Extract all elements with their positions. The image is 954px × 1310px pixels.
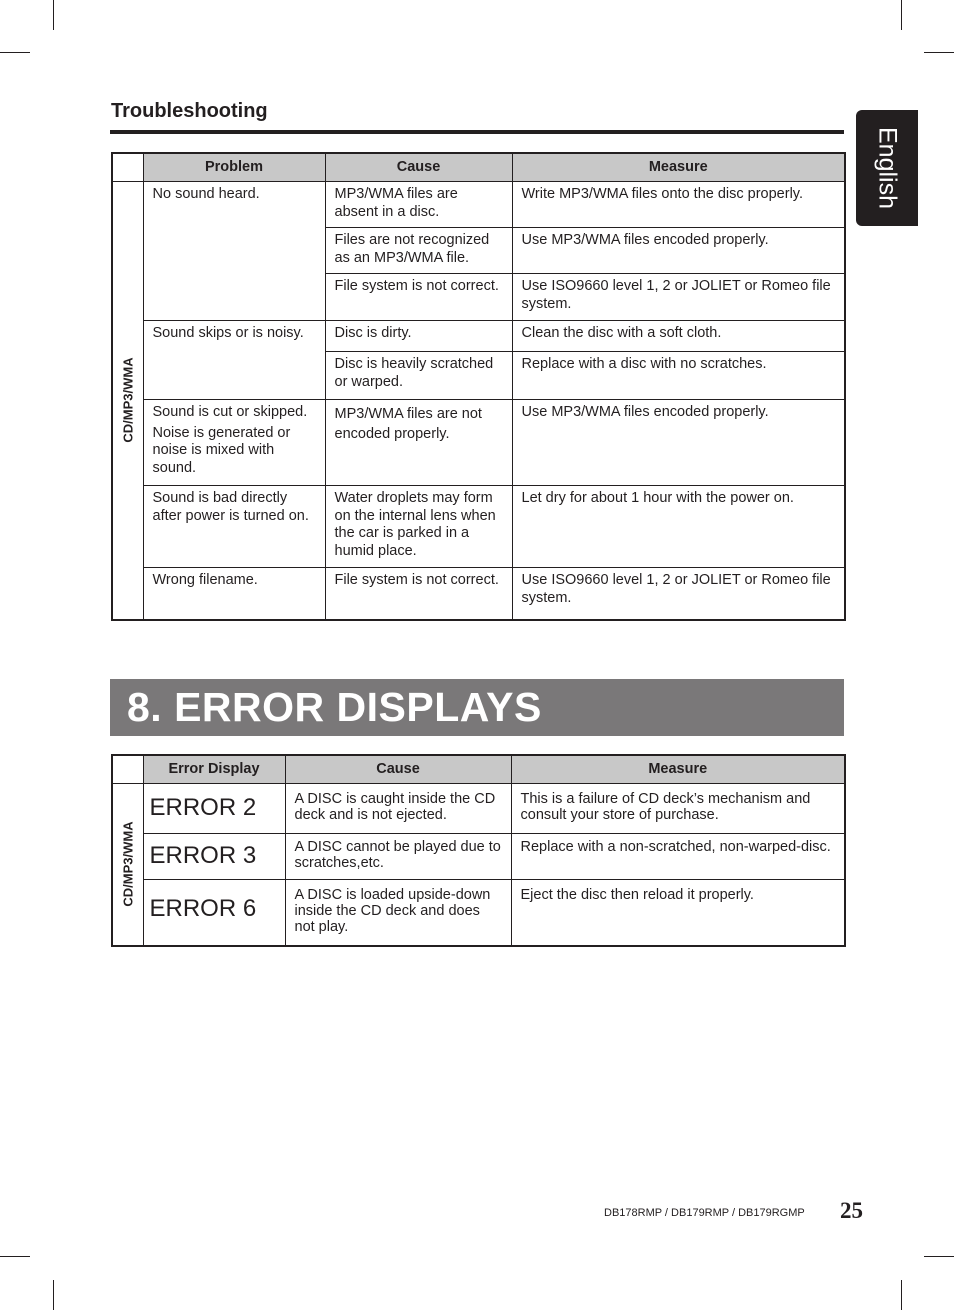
- cause-cell: MP3/WMA files are absent in a disc.: [325, 182, 512, 228]
- crop-mark: [901, 1280, 902, 1310]
- problem-cell: Sound skips or is noisy.: [143, 321, 325, 400]
- table-row: [112, 486, 845, 568]
- header-cause: Cause: [325, 153, 512, 182]
- page-number: 25: [840, 1198, 863, 1223]
- side-label: CD/MP3/WMA: [120, 821, 135, 907]
- cause-cell: Files are not recognized as an MP3/WMA file.: [325, 228, 512, 274]
- cause-cell: File system is not correct.: [325, 274, 512, 321]
- measure-cell: Use MP3/WMA files encoded properly.: [512, 228, 845, 274]
- table-row: [112, 321, 845, 352]
- crop-mark: [53, 0, 54, 30]
- header-error-display: Error Display: [143, 755, 285, 784]
- crop-mark: [901, 0, 902, 30]
- problem-cell: No sound heard.: [143, 182, 325, 321]
- model-numbers: DB178RMP / DB179RMP / DB179RGMP: [604, 1207, 805, 1219]
- crop-mark: [924, 1256, 954, 1257]
- table-row: [112, 784, 845, 834]
- table-row: [112, 182, 845, 228]
- cause-cell: Disc is dirty.: [325, 321, 512, 352]
- troubleshooting-table: [111, 152, 846, 621]
- measure-cell: Write MP3/WMA files onto the disc properly.: [512, 182, 845, 228]
- problem-cell: [143, 400, 325, 486]
- measure-cell: Clean the disc with a soft cloth.: [512, 321, 845, 352]
- measure-cell: Use ISO9660 level 1, 2 or JOLIET or Romeo file system.: [512, 568, 845, 620]
- problem-cell: Sound is bad directly after power is turned on.: [143, 486, 325, 568]
- crop-mark: [0, 1256, 30, 1257]
- cause-cell: Disc is heavily scratched or warped.: [325, 352, 512, 400]
- error-code-cell: ERROR 3: [143, 834, 285, 880]
- measure-cell: Replace with a disc with no scratches.: [512, 352, 845, 400]
- table-header-row: [112, 755, 845, 784]
- crop-mark: [0, 52, 30, 53]
- table-header-row: [112, 153, 845, 182]
- cause-cell: A DISC is loaded upside-down inside the CD deck and does not play.: [285, 880, 511, 946]
- measure-cell: Use ISO9660 level 1, 2 or JOLIET or Romeo file system.: [512, 274, 845, 321]
- error-displays-table: [111, 754, 846, 947]
- side-label: CD/MP3/WMA: [120, 357, 135, 443]
- side-label-cell: [112, 784, 143, 946]
- header-cause: Cause: [285, 755, 511, 784]
- crop-mark: [924, 52, 954, 53]
- language-tab-label: English: [873, 127, 902, 209]
- measure-cell: Let dry for about 1 hour with the power on.: [512, 486, 845, 568]
- problem-cell: Wrong filename.: [143, 568, 325, 620]
- cause-cell: MP3/WMA files are not encoded properly.: [325, 400, 512, 486]
- error-displays-banner: [110, 679, 844, 736]
- header-measure: Measure: [512, 153, 845, 182]
- cause-cell: File system is not correct.: [325, 568, 512, 620]
- error-displays-title: 8. ERROR DISPLAYS: [127, 684, 542, 730]
- language-tab: [856, 110, 918, 226]
- header-problem: Problem: [143, 153, 325, 182]
- measure-cell: This is a failure of CD deck’s mechanism and consult your store of purchase.: [511, 784, 845, 834]
- error-code-cell: ERROR 2: [143, 784, 285, 834]
- section-title: Troubleshooting: [111, 100, 268, 122]
- table-row: [112, 400, 845, 486]
- header-measure: Measure: [511, 755, 845, 784]
- section-rule: [110, 130, 844, 134]
- measure-cell: Replace with a non-scratched, non-warped-disc.: [511, 834, 845, 880]
- measure-cell: Eject the disc then reload it properly.: [511, 880, 845, 946]
- error-code-cell: ERROR 6: [143, 880, 285, 946]
- table-row: [112, 568, 845, 620]
- cause-cell: A DISC is caught inside the CD deck and is not ejected.: [285, 784, 511, 834]
- table-row: [112, 834, 845, 880]
- measure-cell: Use MP3/WMA files encoded properly.: [512, 400, 845, 486]
- crop-mark: [53, 1280, 54, 1310]
- problem-line: Sound is cut or skipped.: [152, 404, 308, 420]
- header-blank-cell: [112, 153, 143, 182]
- problem-line: Noise is generated or noise is mixed with sound.: [152, 424, 291, 476]
- table-row: [112, 880, 845, 946]
- header-blank-cell: [112, 755, 143, 784]
- cause-cell: A DISC cannot be played due to scratches,etc.: [285, 834, 511, 880]
- side-label-cell: [112, 182, 143, 620]
- cause-cell: Water droplets may form on the internal lens when the car is parked in a humid place.: [325, 486, 512, 568]
